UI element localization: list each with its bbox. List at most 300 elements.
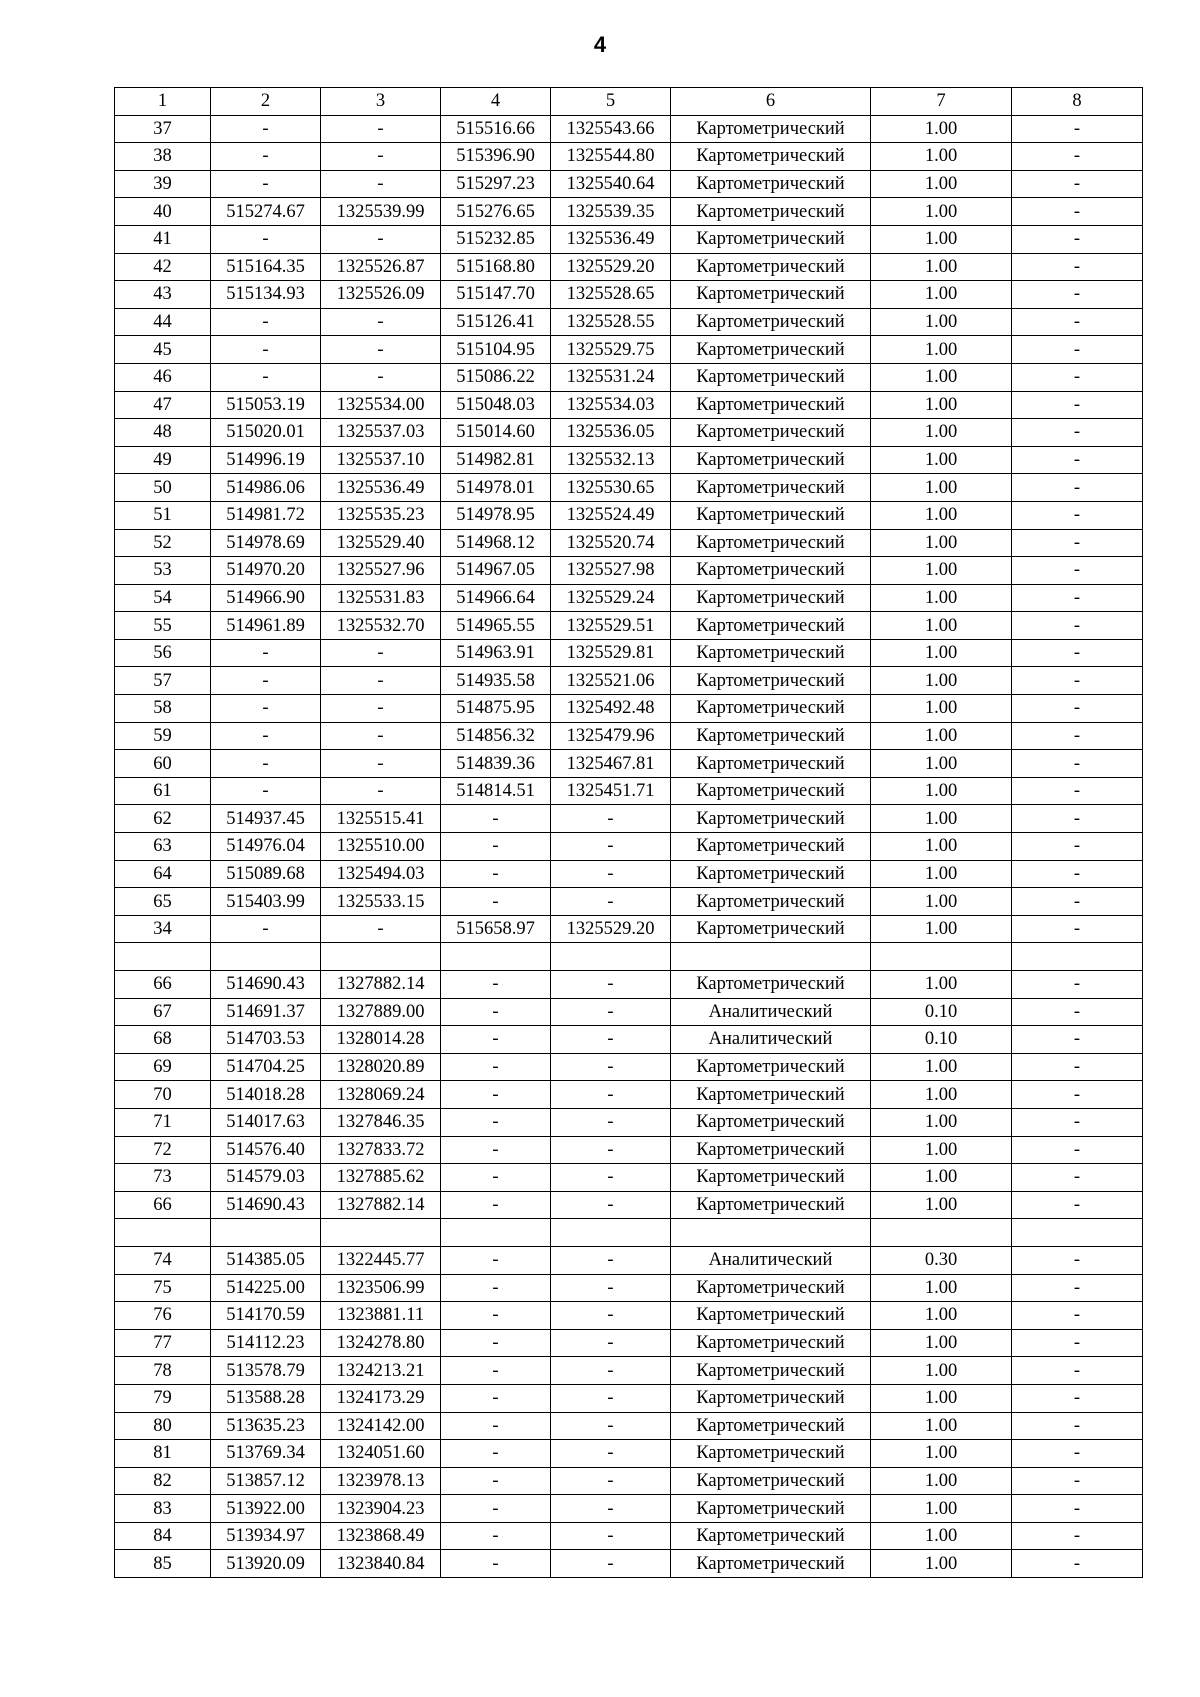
x-new-cell: 515104.95: [441, 336, 551, 364]
y-new-cell: -: [551, 1274, 671, 1302]
y-new-cell: -: [551, 860, 671, 888]
note-cell: -: [1012, 805, 1143, 833]
x-old-cell: -: [211, 363, 321, 391]
x-old-cell: 514981.72: [211, 501, 321, 529]
y-old-cell: 1324278.80: [321, 1329, 441, 1357]
y-new-cell: 1325536.05: [551, 419, 671, 447]
point-number-cell: 41: [115, 225, 211, 253]
y-old-cell: 1324173.29: [321, 1384, 441, 1412]
point-number-cell: 48: [115, 419, 211, 447]
column-header-4: 4: [441, 88, 551, 116]
table-row: [115, 1164, 1143, 1192]
y-new-cell: [551, 943, 671, 971]
y-new-cell: 1325544.80: [551, 143, 671, 171]
x-new-cell: 514978.01: [441, 474, 551, 502]
accuracy-cell: 1.00: [871, 860, 1012, 888]
x-old-cell: 515403.99: [211, 888, 321, 916]
method-cell: Картометрический: [671, 1329, 871, 1357]
point-number-cell: 58: [115, 695, 211, 723]
column-header-2: 2: [211, 88, 321, 116]
x-old-cell: -: [211, 115, 321, 143]
method-cell: Картометрический: [671, 888, 871, 916]
y-new-cell: -: [551, 1467, 671, 1495]
table-header-row: [115, 88, 1143, 116]
point-number-cell: 66: [115, 1191, 211, 1219]
x-new-cell: -: [441, 805, 551, 833]
accuracy-cell: 1.00: [871, 1302, 1012, 1330]
accuracy-cell: 1.00: [871, 474, 1012, 502]
x-old-cell: 513635.23: [211, 1412, 321, 1440]
x-old-cell: 515053.19: [211, 391, 321, 419]
table-row: [115, 1302, 1143, 1330]
x-old-cell: [211, 1219, 321, 1247]
method-cell: Картометрический: [671, 1440, 871, 1468]
y-old-cell: 1325532.70: [321, 612, 441, 640]
accuracy-cell: 1.00: [871, 115, 1012, 143]
x-new-cell: -: [441, 1440, 551, 1468]
note-cell: -: [1012, 391, 1143, 419]
y-old-cell: 1324213.21: [321, 1357, 441, 1385]
table-row: [115, 419, 1143, 447]
method-cell: Картометрический: [671, 1053, 871, 1081]
note-cell: -: [1012, 143, 1143, 171]
x-new-cell: 514839.36: [441, 750, 551, 778]
x-old-cell: -: [211, 750, 321, 778]
method-cell: Картометрический: [671, 363, 871, 391]
x-new-cell: -: [441, 1412, 551, 1440]
method-cell: Картометрический: [671, 529, 871, 557]
accuracy-cell: 1.00: [871, 833, 1012, 861]
point-number-cell: 57: [115, 667, 211, 695]
table-row: [115, 1467, 1143, 1495]
y-old-cell: 1327885.62: [321, 1164, 441, 1192]
note-cell: -: [1012, 833, 1143, 861]
y-new-cell: -: [551, 1329, 671, 1357]
x-old-cell: 514579.03: [211, 1164, 321, 1192]
table-row: [115, 391, 1143, 419]
point-number-cell: 65: [115, 888, 211, 916]
x-old-cell: -: [211, 722, 321, 750]
y-old-cell: 1323904.23: [321, 1495, 441, 1523]
accuracy-cell: 1.00: [871, 336, 1012, 364]
x-new-cell: -: [441, 1495, 551, 1523]
x-new-cell: -: [441, 1081, 551, 1109]
x-new-cell: 514814.51: [441, 777, 551, 805]
y-new-cell: 1325534.03: [551, 391, 671, 419]
table-row: [115, 501, 1143, 529]
column-header-6: 6: [671, 88, 871, 116]
y-old-cell: 1323868.49: [321, 1522, 441, 1550]
y-old-cell: 1325534.00: [321, 391, 441, 419]
method-cell: Картометрический: [671, 612, 871, 640]
point-number-cell: [115, 943, 211, 971]
accuracy-cell: 1.00: [871, 557, 1012, 585]
coordinates-table: [114, 87, 1143, 1578]
note-cell: -: [1012, 1329, 1143, 1357]
point-number-cell: 62: [115, 805, 211, 833]
table-row: [115, 971, 1143, 999]
x-new-cell: 515168.80: [441, 253, 551, 281]
accuracy-cell: 1.00: [871, 1081, 1012, 1109]
x-old-cell: 515089.68: [211, 860, 321, 888]
method-cell: Картометрический: [671, 777, 871, 805]
x-old-cell: 514976.04: [211, 833, 321, 861]
method-cell: Картометрический: [671, 391, 871, 419]
x-old-cell: 514970.20: [211, 557, 321, 585]
point-number-cell: 50: [115, 474, 211, 502]
point-number-cell: 44: [115, 308, 211, 336]
accuracy-cell: 1.00: [871, 777, 1012, 805]
note-cell: -: [1012, 170, 1143, 198]
table-row: [115, 1522, 1143, 1550]
table-row: [115, 1108, 1143, 1136]
x-new-cell: 515516.66: [441, 115, 551, 143]
note-cell: -: [1012, 1108, 1143, 1136]
note-cell: -: [1012, 998, 1143, 1026]
table-row: [115, 1440, 1143, 1468]
accuracy-cell: 1.00: [871, 667, 1012, 695]
x-old-cell: 514691.37: [211, 998, 321, 1026]
x-old-cell: 514703.53: [211, 1026, 321, 1054]
y-old-cell: -: [321, 695, 441, 723]
x-old-cell: 513922.00: [211, 1495, 321, 1523]
note-cell: -: [1012, 584, 1143, 612]
accuracy-cell: 1.00: [871, 722, 1012, 750]
method-cell: [671, 943, 871, 971]
x-old-cell: 514986.06: [211, 474, 321, 502]
accuracy-cell: 0.30: [871, 1246, 1012, 1274]
point-number-cell: 77: [115, 1329, 211, 1357]
table-row: [115, 281, 1143, 309]
note-cell: -: [1012, 1026, 1143, 1054]
method-cell: Картометрический: [671, 419, 871, 447]
y-new-cell: 1325539.35: [551, 198, 671, 226]
y-new-cell: 1325531.24: [551, 363, 671, 391]
y-new-cell: 1325492.48: [551, 695, 671, 723]
x-new-cell: 514935.58: [441, 667, 551, 695]
note-cell: -: [1012, 1191, 1143, 1219]
note-cell: -: [1012, 1136, 1143, 1164]
accuracy-cell: 1.00: [871, 391, 1012, 419]
accuracy-cell: 1.00: [871, 1191, 1012, 1219]
y-new-cell: 1325524.49: [551, 501, 671, 529]
point-number-cell: 63: [115, 833, 211, 861]
y-old-cell: -: [321, 639, 441, 667]
note-cell: [1012, 943, 1143, 971]
x-new-cell: -: [441, 1191, 551, 1219]
note-cell: -: [1012, 1384, 1143, 1412]
y-old-cell: 1324142.00: [321, 1412, 441, 1440]
y-new-cell: 1325521.06: [551, 667, 671, 695]
method-cell: [671, 1219, 871, 1247]
x-new-cell: -: [441, 1467, 551, 1495]
y-new-cell: -: [551, 833, 671, 861]
note-cell: -: [1012, 1550, 1143, 1578]
x-old-cell: 513920.09: [211, 1550, 321, 1578]
table-row: [115, 1136, 1143, 1164]
table-row: [115, 529, 1143, 557]
y-old-cell: 1325527.96: [321, 557, 441, 585]
x-new-cell: 515147.70: [441, 281, 551, 309]
note-cell: -: [1012, 888, 1143, 916]
y-new-cell: 1325467.81: [551, 750, 671, 778]
x-old-cell: -: [211, 308, 321, 336]
point-number-cell: 38: [115, 143, 211, 171]
y-old-cell: 1327846.35: [321, 1108, 441, 1136]
note-cell: -: [1012, 639, 1143, 667]
point-number-cell: 56: [115, 639, 211, 667]
x-new-cell: -: [441, 1246, 551, 1274]
method-cell: Картометрический: [671, 695, 871, 723]
x-old-cell: 514576.40: [211, 1136, 321, 1164]
y-new-cell: -: [551, 1136, 671, 1164]
method-cell: Картометрический: [671, 170, 871, 198]
note-cell: -: [1012, 1357, 1143, 1385]
y-old-cell: 1325526.09: [321, 281, 441, 309]
accuracy-cell: 1.00: [871, 1440, 1012, 1468]
y-old-cell: 1324051.60: [321, 1440, 441, 1468]
y-new-cell: -: [551, 1302, 671, 1330]
accuracy-cell: 1.00: [871, 198, 1012, 226]
y-old-cell: 1325533.15: [321, 888, 441, 916]
x-old-cell: -: [211, 639, 321, 667]
accuracy-cell: 1.00: [871, 805, 1012, 833]
table-row: [115, 143, 1143, 171]
point-number-cell: 69: [115, 1053, 211, 1081]
y-new-cell: 1325540.64: [551, 170, 671, 198]
note-cell: -: [1012, 1246, 1143, 1274]
point-number-cell: 72: [115, 1136, 211, 1164]
x-old-cell: 514170.59: [211, 1302, 321, 1330]
y-old-cell: 1325537.03: [321, 419, 441, 447]
x-new-cell: -: [441, 833, 551, 861]
method-cell: Картометрический: [671, 1357, 871, 1385]
accuracy-cell: 1.00: [871, 888, 1012, 916]
method-cell: Картометрический: [671, 667, 871, 695]
table-row: [115, 115, 1143, 143]
accuracy-cell: 1.00: [871, 1274, 1012, 1302]
y-new-cell: 1325479.96: [551, 722, 671, 750]
x-old-cell: 514018.28: [211, 1081, 321, 1109]
table-row: [115, 833, 1143, 861]
y-new-cell: 1325529.20: [551, 915, 671, 943]
point-number-cell: 46: [115, 363, 211, 391]
point-number-cell: 39: [115, 170, 211, 198]
accuracy-cell: 1.00: [871, 363, 1012, 391]
y-old-cell: -: [321, 667, 441, 695]
y-old-cell: -: [321, 722, 441, 750]
x-new-cell: -: [441, 1053, 551, 1081]
method-cell: Картометрический: [671, 639, 871, 667]
x-new-cell: -: [441, 1357, 551, 1385]
column-header-8: 8: [1012, 88, 1143, 116]
note-cell: -: [1012, 1495, 1143, 1523]
x-old-cell: -: [211, 667, 321, 695]
method-cell: Картометрический: [671, 833, 871, 861]
table-row: [115, 225, 1143, 253]
y-new-cell: -: [551, 1550, 671, 1578]
method-cell: Картометрический: [671, 308, 871, 336]
column-header-1: 1: [115, 88, 211, 116]
y-new-cell: -: [551, 1412, 671, 1440]
point-number-cell: 74: [115, 1246, 211, 1274]
point-number-cell: 67: [115, 998, 211, 1026]
table-row: [115, 474, 1143, 502]
method-cell: Картометрический: [671, 501, 871, 529]
method-cell: Аналитический: [671, 1026, 871, 1054]
accuracy-cell: 1.00: [871, 281, 1012, 309]
y-old-cell: 1323506.99: [321, 1274, 441, 1302]
y-old-cell: 1323881.11: [321, 1302, 441, 1330]
x-new-cell: 515086.22: [441, 363, 551, 391]
table-row: [115, 557, 1143, 585]
accuracy-cell: 1.00: [871, 253, 1012, 281]
x-new-cell: 514967.05: [441, 557, 551, 585]
method-cell: Картометрический: [671, 860, 871, 888]
note-cell: -: [1012, 501, 1143, 529]
point-number-cell: 61: [115, 777, 211, 805]
note-cell: -: [1012, 777, 1143, 805]
x-new-cell: -: [441, 1329, 551, 1357]
y-new-cell: 1325530.65: [551, 474, 671, 502]
x-new-cell: -: [441, 1550, 551, 1578]
table-row: [115, 1550, 1143, 1578]
accuracy-cell: 1.00: [871, 1467, 1012, 1495]
x-old-cell: 514385.05: [211, 1246, 321, 1274]
x-old-cell: 513769.34: [211, 1440, 321, 1468]
table-row: [115, 777, 1143, 805]
y-old-cell: -: [321, 143, 441, 171]
point-number-cell: 64: [115, 860, 211, 888]
table-row: [115, 695, 1143, 723]
method-cell: Картометрический: [671, 225, 871, 253]
table-row: [115, 1329, 1143, 1357]
y-old-cell: [321, 943, 441, 971]
table-row: [115, 253, 1143, 281]
point-number-cell: 70: [115, 1081, 211, 1109]
y-new-cell: -: [551, 1026, 671, 1054]
table-row: [115, 1191, 1143, 1219]
table-row: [115, 667, 1143, 695]
y-new-cell: 1325529.81: [551, 639, 671, 667]
accuracy-cell: 1.00: [871, 1053, 1012, 1081]
y-new-cell: -: [551, 971, 671, 999]
x-old-cell: -: [211, 225, 321, 253]
table-row: [115, 1495, 1143, 1523]
x-old-cell: 514978.69: [211, 529, 321, 557]
y-new-cell: 1325528.55: [551, 308, 671, 336]
x-old-cell: 514112.23: [211, 1329, 321, 1357]
y-new-cell: -: [551, 805, 671, 833]
accuracy-cell: 0.10: [871, 998, 1012, 1026]
x-new-cell: [441, 1219, 551, 1247]
table-row: [115, 584, 1143, 612]
method-cell: Картометрический: [671, 115, 871, 143]
point-number-cell: 80: [115, 1412, 211, 1440]
note-cell: -: [1012, 750, 1143, 778]
note-cell: -: [1012, 860, 1143, 888]
table-row: [115, 1357, 1143, 1385]
accuracy-cell: 1.00: [871, 584, 1012, 612]
y-new-cell: -: [551, 1246, 671, 1274]
accuracy-cell: 1.00: [871, 1164, 1012, 1192]
y-new-cell: -: [551, 1164, 671, 1192]
x-old-cell: 514017.63: [211, 1108, 321, 1136]
method-cell: Картометрический: [671, 557, 871, 585]
y-old-cell: 1325539.99: [321, 198, 441, 226]
accuracy-cell: 1.00: [871, 1136, 1012, 1164]
note-cell: -: [1012, 1164, 1143, 1192]
x-new-cell: 514963.91: [441, 639, 551, 667]
y-old-cell: -: [321, 777, 441, 805]
table-row: [115, 750, 1143, 778]
table-row: [115, 1081, 1143, 1109]
y-new-cell: 1325529.75: [551, 336, 671, 364]
accuracy-cell: 1.00: [871, 1384, 1012, 1412]
y-old-cell: 1328020.89: [321, 1053, 441, 1081]
method-cell: Картометрический: [671, 281, 871, 309]
note-cell: -: [1012, 253, 1143, 281]
method-cell: Картометрический: [671, 474, 871, 502]
x-new-cell: 515048.03: [441, 391, 551, 419]
x-old-cell: 514704.25: [211, 1053, 321, 1081]
table-row: [115, 888, 1143, 916]
accuracy-cell: 1.00: [871, 419, 1012, 447]
point-number-cell: 73: [115, 1164, 211, 1192]
accuracy-cell: 1.00: [871, 612, 1012, 640]
table-row: [115, 446, 1143, 474]
y-old-cell: 1328069.24: [321, 1081, 441, 1109]
table-row: [115, 363, 1143, 391]
y-new-cell: 1325451.71: [551, 777, 671, 805]
x-new-cell: -: [441, 1026, 551, 1054]
table-row: [115, 860, 1143, 888]
y-new-cell: -: [551, 1081, 671, 1109]
method-cell: Картометрический: [671, 1108, 871, 1136]
table-row: [115, 198, 1143, 226]
y-new-cell: 1325528.65: [551, 281, 671, 309]
x-new-cell: -: [441, 1164, 551, 1192]
x-new-cell: 514982.81: [441, 446, 551, 474]
x-new-cell: 515658.97: [441, 915, 551, 943]
y-old-cell: 1323978.13: [321, 1467, 441, 1495]
point-number-cell: 59: [115, 722, 211, 750]
x-new-cell: [441, 943, 551, 971]
y-new-cell: 1325532.13: [551, 446, 671, 474]
method-cell: Картометрический: [671, 971, 871, 999]
table-row: [115, 805, 1143, 833]
accuracy-cell: [871, 1219, 1012, 1247]
method-cell: Картометрический: [671, 1522, 871, 1550]
column-header-3: 3: [321, 88, 441, 116]
note-cell: -: [1012, 1274, 1143, 1302]
x-new-cell: 514968.12: [441, 529, 551, 557]
point-number-cell: 60: [115, 750, 211, 778]
y-old-cell: -: [321, 308, 441, 336]
point-number-cell: 81: [115, 1440, 211, 1468]
table-separator-row: [115, 1219, 1143, 1247]
point-number-cell: 66: [115, 971, 211, 999]
y-new-cell: -: [551, 1440, 671, 1468]
note-cell: -: [1012, 722, 1143, 750]
y-new-cell: 1325529.51: [551, 612, 671, 640]
method-cell: Картометрический: [671, 1081, 871, 1109]
method-cell: Аналитический: [671, 1246, 871, 1274]
x-old-cell: 514996.19: [211, 446, 321, 474]
y-old-cell: 1325515.41: [321, 805, 441, 833]
y-old-cell: 1327889.00: [321, 998, 441, 1026]
column-header-7: 7: [871, 88, 1012, 116]
